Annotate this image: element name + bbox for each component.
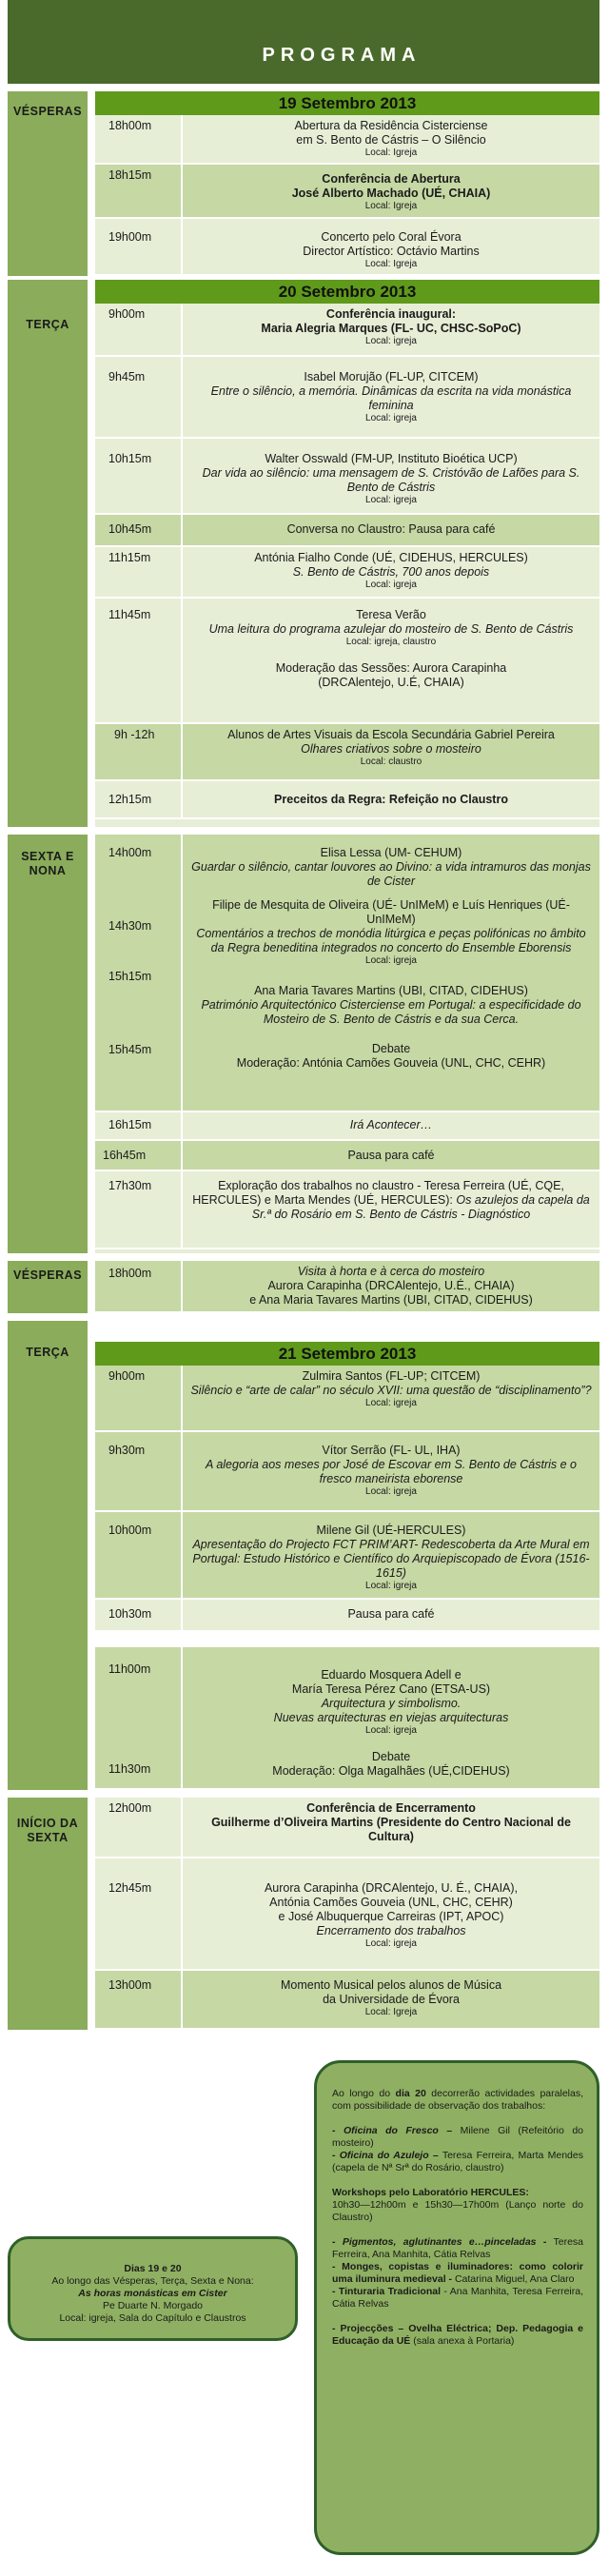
table-row (8, 515, 599, 547)
row-content: Teresa Verão Uma leitura do programa azulejar do mosteiro de S. Bento de Cástris Local: igreja, claustro Moderação das Sessões: Aurora Carapinha (DRCAlentejo, U.É, CHAIA) (183, 599, 599, 724)
row-content: Visita à horta e à cerca do mosteiro Aurora Carapinha (DRCAlentejo, U.É., CHAIA) e Ana Maria Tavares Martins (UBI, CITAD, CIDEHUS) (183, 1253, 599, 1313)
table-row (8, 1253, 599, 1313)
table-row (8, 599, 599, 724)
row-content: Aurora Carapinha (DRCAlentejo, U. É., CHAIA), Antónia Camões Gouveia (UNL, CHC, CEHR) e José Albuquerque Carreiras (IPT, APOC) Encerramento dos trabalhos Local: igreja (183, 1858, 599, 1971)
row-content: Zulmira Santos (FL-UP; CITCEM) Silêncio e “arte de calar” no século XVII: uma questão de “disciplinamento”? Local: igreja (183, 1366, 599, 1432)
row-content: Alunos de Artes Visuais da Escola Secundária Gabriel Pereira Olhares criativos sobre o mosteiro Local: claustro (183, 724, 599, 781)
table-row (8, 781, 599, 819)
info-box-days-19-20: Dias 19 e 20 Ao longo das Vésperas, Terça, Sexta e Nona: As horas monásticas em Cister Pe Duarte N. Morgado Local: igreja, Sala do Capítulo e Claustros (8, 2236, 298, 2341)
table-row (8, 115, 599, 165)
table-row (8, 1790, 599, 1858)
hercules-sessions: - Pigmentos, aglutinantes e…pinceladas - Teresa Ferreira, Ana Manhita, Cátia Relvas - Monges, copistas e iluminadores: como colorir uma iluminura medieval - Catarina Miguel, Ana Claro - Tinturaria Tradicional - Ana Manhita, Teresa Ferreira, Cátia Relvas (332, 2236, 583, 2310)
row-content: Abertura da Residência Cisterciense em S. Bento de Cástris – O Silêncio Local: Igreja (183, 115, 599, 165)
table-row (8, 1600, 599, 1632)
table-row (8, 1971, 599, 2030)
row-time: 9h45m (95, 357, 183, 439)
row-content: Concerto pelo Coral Évora Director Artístico: Octávio Martins Local: Igreja (183, 219, 599, 276)
row-time: 14h00m 14h30m 15h15m 15h45m (95, 827, 183, 1112)
row-time: 10h00m (95, 1512, 183, 1600)
page-title: PROGRAMA (262, 45, 422, 66)
workshop-list: - Oficina do Fresco – Milene Gil (Refeitório do mosteiro) - Oficina do Azulejo – Teresa Ferreira, Marta Mendes (capela de Nª Srª do Rosário, claustro) (332, 2125, 583, 2173)
programme-header (8, 0, 599, 84)
info-box-parallel-activities (314, 2060, 599, 2555)
row-content: Pausa para café (183, 1600, 599, 1632)
row-content: Walter Osswald (FM-UP, Instituto Bioética UCP) Dar vida ao silêncio: uma mensagem de S. Cristóvão de Lafões para S. Bento de Cástris Local: igreja (183, 439, 599, 515)
row-content: Conferência de Encerramento Guilherme d’Oliveira Martins (Presidente do Centro Nacional de Cultura) (183, 1790, 599, 1858)
row-content: Pausa para café (183, 1141, 599, 1171)
row-content: Momento Musical pelos alunos de Música da Universidade de Évora Local: Igreja (183, 1971, 599, 2030)
table-row (8, 165, 599, 219)
row-content: Antónia Fialho Conde (UÉ, CIDEHUS, HERCULES) S. Bento de Cástris, 700 anos depois Local: igreja (183, 547, 599, 599)
table-row (8, 1112, 599, 1141)
row-time: 10h15m (95, 439, 183, 515)
row-content: Conferência inaugural: Maria Alegria Marques (FL- UC, CHSC-SoPoC) Local: igreja (183, 304, 599, 357)
parallel-intro: Ao longo do dia 20 decorrerão actividades paralelas, com possibilidade de observação dos trabalhos: (332, 2088, 583, 2112)
row-time: 19h00m (95, 219, 183, 276)
row-time: 10h45m (95, 515, 183, 547)
row-time: 9h00m (95, 304, 183, 357)
table-row (8, 219, 599, 276)
row-time: 11h45m (95, 599, 183, 724)
row-time: 12h00m (95, 1790, 183, 1858)
row-time: 17h30m (95, 1171, 183, 1249)
row-time: 13h00m (95, 1971, 183, 2030)
day-banner-20: 20 Setembro 2013 (95, 276, 599, 304)
row-time: 12h15m (95, 781, 183, 819)
table-row (8, 1632, 599, 1790)
table-row (8, 304, 599, 357)
table-row (8, 1432, 599, 1512)
row-time: 11h00m 11h30m (95, 1632, 183, 1790)
row-time: 18h15m (95, 165, 183, 219)
day-banner-19: 19 Setembro 2013 (95, 84, 599, 115)
row-time: 12h45m (95, 1858, 183, 1971)
row-time: 10h30m (95, 1600, 183, 1632)
section-inicio-sexta: INÍCIO DA SEXTA (8, 1790, 95, 2030)
hercules-workshops: Workshops pelo Laboratório HERCULES: 10h30—12h00m e 15h30—17h00m (Lanço norte do Claustro) (332, 2187, 583, 2223)
table-row (8, 1858, 599, 1971)
section-vesperas-2: VÉSPERAS (8, 1253, 95, 1313)
section-vesperas-1: VÉSPERAS (8, 84, 95, 276)
table-row (8, 1171, 599, 1249)
programme-table (8, 84, 599, 2030)
row-content: Isabel Morujão (FL-UP, CITCEM) Entre o silêncio, a memória. Dinâmicas da escrita na vida monástica feminina Local: igreja (183, 357, 599, 439)
row-content: Conferência de Abertura José Alberto Machado (UÉ, CHAIA) Local: Igreja (183, 165, 599, 219)
row-time: 9h00m (95, 1366, 183, 1432)
row-time: 16h15m (95, 1112, 183, 1141)
row-time: 9h30m (95, 1432, 183, 1512)
row-content: Vítor Serrão (FL- UL, IHA) A alegoria aos meses por José de Escovar em S. Bento de Cástris e o fresco maneirista eborense Local: igreja (183, 1432, 599, 1512)
row-time: 16h45m (95, 1141, 183, 1171)
table-row (8, 357, 599, 439)
row-time: 11h15m (95, 547, 183, 599)
programme-document (8, 0, 599, 2030)
row-content: Irá Acontecer… (183, 1112, 599, 1141)
section-terca-2: TERÇA (8, 1313, 95, 1790)
projections: - Projecções – Ovelha Eléctrica; Dep. Pedagogia e Educação da UÉ (sala anexa à Portaria) (332, 2323, 583, 2347)
row-content: Preceitos da Regra: Refeição no Claustro (183, 781, 599, 819)
row-content: Conversa no Claustro: Pausa para café (183, 515, 599, 547)
row-content: Milene Gil (UÉ-HERCULES) Apresentação do Projecto FCT PRIM’ART- Redescoberta da Arte Mural em Portugal: Estudo Histórico e Científico do Arquiepiscopado de Évora (1516-1615) Local: igreja (183, 1512, 599, 1600)
section-terca-1: TERÇA (8, 276, 95, 827)
row-content: Eduardo Mosquera Adell e María Teresa Pérez Cano (ETSA-US) Arquitectura y simbolismo. Nuevas arquitecturas en viejas arquitecturas Local: igreja Debate Moderação: Olga Magalhães (UÉ,CIDEHUS) (183, 1632, 599, 1790)
row-content: Elisa Lessa (UM- CEHUM) Guardar o silêncio, cantar louvores ao Divino: a vida intramuros das monjas de Cister Filipe de Mesquita de Oliveira (UÉ- UnIMeM) e Luís Henriques (UÉ- UnIMeM) Comentários a trechos de monódia litúrgica e peças polifónicas no âmbito da Regra beneditina integrados no concerto do Ensemble Eborensis Local: igreja Ana Maria Tavares Martins (UBI, CITAD, CIDEHUS) Património Arquitectónico Cisterciense em Portugal: a especificidade do Mosteiro de S. Bento de Cástris e da sua Cerca. Debate Moderação: Antónia Camões Gouveia (UNL, CHC, CEHR) (183, 827, 599, 1112)
day-banner-21: 21 Setembro 2013 (95, 1313, 599, 1366)
table-row (8, 827, 599, 1112)
table-row (8, 1141, 599, 1171)
row-time: 9h -12h (95, 724, 183, 781)
row-content: Exploração dos trabalhos no claustro - Teresa Ferreira (UÉ, CQE, HERCULES) e Marta Mendes (UÉ, HERCULES): Os azulejos da capela da Sr.ª do Rosário em S. Bento de Cástris - Diagnóstico (183, 1171, 599, 1249)
row-time: 18h00m (95, 1253, 183, 1313)
table-row (8, 439, 599, 515)
table-row (8, 1366, 599, 1432)
table-row (8, 724, 599, 781)
section-sexta-nona: SEXTA E NONA (8, 827, 95, 1253)
row-time: 18h00m (95, 115, 183, 165)
table-row (8, 1512, 599, 1600)
table-row (8, 547, 599, 599)
